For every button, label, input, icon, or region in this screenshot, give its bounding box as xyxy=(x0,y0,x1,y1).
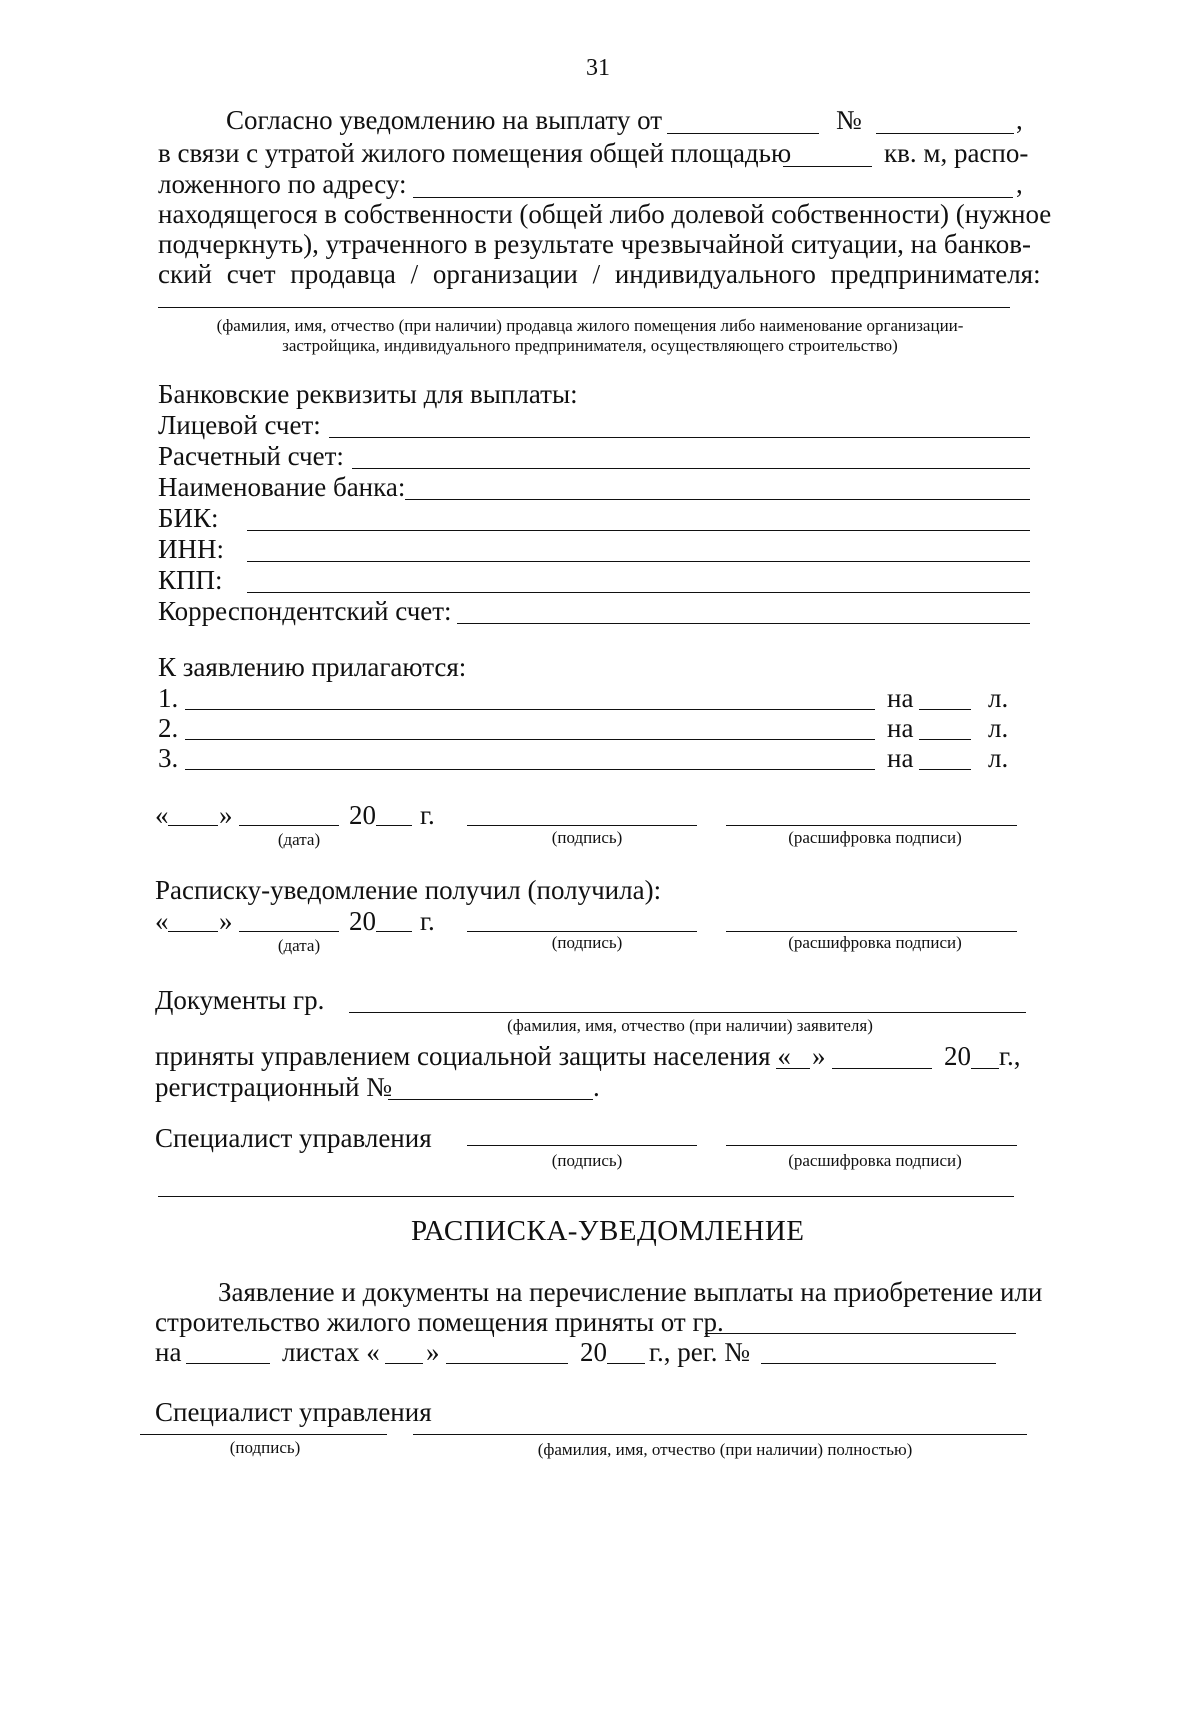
receipt-line-2: строительство жилого помещения приняты от гр. xyxy=(155,1307,724,1337)
specialist-decode-blank[interactable] xyxy=(726,1145,1017,1146)
personal-account-blank[interactable] xyxy=(329,437,1030,438)
year-blank[interactable] xyxy=(376,931,412,932)
date-caption: (дата) xyxy=(277,830,321,849)
receipt-reg-number-blank[interactable] xyxy=(761,1363,996,1364)
registration-label: регистрационный № xyxy=(155,1072,393,1102)
decode-caption: (расшифровка подписи) xyxy=(788,828,962,847)
inn-blank[interactable] xyxy=(247,561,1030,562)
month-blank[interactable] xyxy=(239,931,339,932)
field-kpp-label: КПП: xyxy=(158,565,223,595)
number-sign: № xyxy=(836,105,862,135)
signature-decode-blank[interactable] xyxy=(726,931,1017,932)
close-quote: » xyxy=(812,1041,826,1071)
attachment-3-blank[interactable] xyxy=(185,769,875,770)
documents-label: Документы гр. xyxy=(155,985,325,1015)
intro-line-2a: в связи с утратой жилого помещения общей площадью xyxy=(158,138,792,168)
accepted-month-blank[interactable] xyxy=(832,1068,932,1069)
seller-caption-1: (фамилия, имя, отчество (при наличии) продавца жилого помещения либо наименование организации- xyxy=(216,316,964,335)
comma: , xyxy=(1016,169,1023,199)
receipt-na: на xyxy=(155,1337,182,1367)
year-prefix: 20 xyxy=(944,1041,971,1071)
intro-line-1: Согласно уведомлению на выплату от xyxy=(226,105,663,135)
decode-caption: (расшифровка подписи) xyxy=(788,933,962,952)
accepted-day-blank[interactable] xyxy=(776,1068,810,1069)
receipt-month-blank[interactable] xyxy=(446,1363,568,1364)
receipt-sheets-label: листах « xyxy=(282,1337,380,1367)
cut-line xyxy=(158,1196,1014,1197)
year-suffix: г., xyxy=(999,1041,1021,1071)
field-inn-label: ИНН: xyxy=(158,534,224,564)
attachment-na: на xyxy=(887,713,914,743)
month-blank[interactable] xyxy=(239,825,339,826)
attachment-na: на xyxy=(887,743,914,773)
attachment-l: л. xyxy=(988,683,1009,713)
field-bank-name-label: Наименование банка: xyxy=(158,472,406,502)
attachment-2-blank[interactable] xyxy=(185,739,875,740)
settlement-account-blank[interactable] xyxy=(352,468,1030,469)
comma: , xyxy=(1016,105,1023,135)
date-caption: (дата) xyxy=(277,936,321,955)
attachment-number: 2. xyxy=(158,713,179,743)
decode-caption: (расшифровка подписи) xyxy=(788,1151,962,1170)
applicant-caption: (фамилия, имя, отчество (при наличии) заявителя) xyxy=(507,1016,873,1035)
accepted-text: приняты управлением социальной защиты населения « xyxy=(155,1041,791,1071)
kpp-blank[interactable] xyxy=(247,592,1030,593)
attachment-number: 1. xyxy=(158,683,179,713)
sign-caption: (подпись) xyxy=(551,933,623,952)
specialist-label: Специалист управления xyxy=(155,1123,432,1153)
receipt-line-1: Заявление и документы на перечисление выплаты на приобретение или xyxy=(218,1277,1043,1307)
attachment-3-sheets-blank[interactable] xyxy=(919,769,971,770)
open-quote: « xyxy=(155,906,169,936)
specialist-signature-blank[interactable] xyxy=(467,1145,697,1146)
fio-caption: (фамилия, имя, отчество (при наличии) полностью) xyxy=(537,1440,913,1459)
seller-name-blank[interactable] xyxy=(158,307,1010,308)
receipt-fio-blank[interactable] xyxy=(413,1434,1027,1435)
receipt-sheets-blank[interactable] xyxy=(186,1363,270,1364)
field-settlement-account-label: Расчетный счет: xyxy=(158,441,344,471)
receipt-signature-blank[interactable] xyxy=(140,1434,387,1435)
field-corr-account-label: Корреспондентский счет: xyxy=(158,596,452,626)
attachment-1-blank[interactable] xyxy=(185,709,875,710)
seller-caption-2: застройщика, индивидуального предпринимателя, осуществляющего строительство) xyxy=(282,336,898,355)
close-quote: » xyxy=(219,906,233,936)
close-quote: » xyxy=(219,800,233,830)
notice-date-blank[interactable] xyxy=(667,133,819,134)
applicant-name-blank[interactable] xyxy=(349,1012,1026,1013)
attachment-number: 3. xyxy=(158,743,179,773)
area-blank[interactable] xyxy=(783,166,872,167)
open-quote: « xyxy=(155,800,169,830)
attachment-2-sheets-blank[interactable] xyxy=(919,739,971,740)
receipt-title: РАСПИСКА-УВЕДОМЛЕНИЕ xyxy=(411,1215,805,1247)
period: . xyxy=(593,1072,600,1102)
day-blank[interactable] xyxy=(168,931,218,932)
bank-name-blank[interactable] xyxy=(405,499,1030,500)
attachments-heading: К заявлению прилагаются: xyxy=(158,652,467,682)
accepted-year-blank[interactable] xyxy=(971,1068,999,1069)
intro-line-6: ский счет продавца / организации / индивидуального предпринимателя: xyxy=(158,259,1041,289)
sign-caption: (подпись) xyxy=(229,1438,301,1457)
year-prefix: 20 xyxy=(580,1337,607,1367)
field-bik-label: БИК: xyxy=(158,503,219,533)
bank-heading: Банковские реквизиты для выплаты: xyxy=(158,379,578,409)
sign-caption: (подпись) xyxy=(551,828,623,847)
bik-blank[interactable] xyxy=(247,530,1030,531)
attachment-l: л. xyxy=(988,743,1009,773)
receipt-year-blank[interactable] xyxy=(607,1363,645,1364)
receipt-applicant-blank[interactable] xyxy=(705,1333,1016,1334)
year-prefix: 20 xyxy=(349,906,376,936)
year-suffix: г. xyxy=(420,906,435,936)
sign-caption: (подпись) xyxy=(551,1151,623,1170)
signature-blank[interactable] xyxy=(467,931,697,932)
corr-account-blank[interactable] xyxy=(457,623,1030,624)
attachment-1-sheets-blank[interactable] xyxy=(919,709,971,710)
day-blank[interactable] xyxy=(168,825,218,826)
notice-number-blank[interactable] xyxy=(876,133,1014,134)
year-blank[interactable] xyxy=(376,825,412,826)
receipt-specialist-label: Специалист управления xyxy=(155,1397,432,1427)
registration-number-blank[interactable] xyxy=(388,1099,593,1100)
receipt-received-label: Расписку-уведомление получил (получила): xyxy=(155,875,662,905)
close-quote: » xyxy=(426,1337,440,1367)
intro-line-4: находящегося в собственности (общей либо долевой собственности) (нужное xyxy=(158,199,1052,229)
signature-blank[interactable] xyxy=(467,825,697,826)
attachment-l: л. xyxy=(988,713,1009,743)
year-prefix: 20 xyxy=(349,800,376,830)
receipt-reg-label: г., рег. № xyxy=(649,1337,751,1367)
intro-line-3: ложенного по адресу: xyxy=(158,169,407,199)
page-number: 31 xyxy=(586,55,610,81)
receipt-day-blank[interactable] xyxy=(385,1363,423,1364)
field-personal-account-label: Лицевой счет: xyxy=(158,410,321,440)
year-suffix: г. xyxy=(420,800,435,830)
intro-line-2b: кв. м, распо- xyxy=(884,138,1029,168)
attachment-na: на xyxy=(887,683,914,713)
signature-decode-blank[interactable] xyxy=(726,825,1017,826)
intro-line-5: подчеркнуть), утраченного в результате чрезвычайной ситуации, на банков- xyxy=(158,229,1032,259)
